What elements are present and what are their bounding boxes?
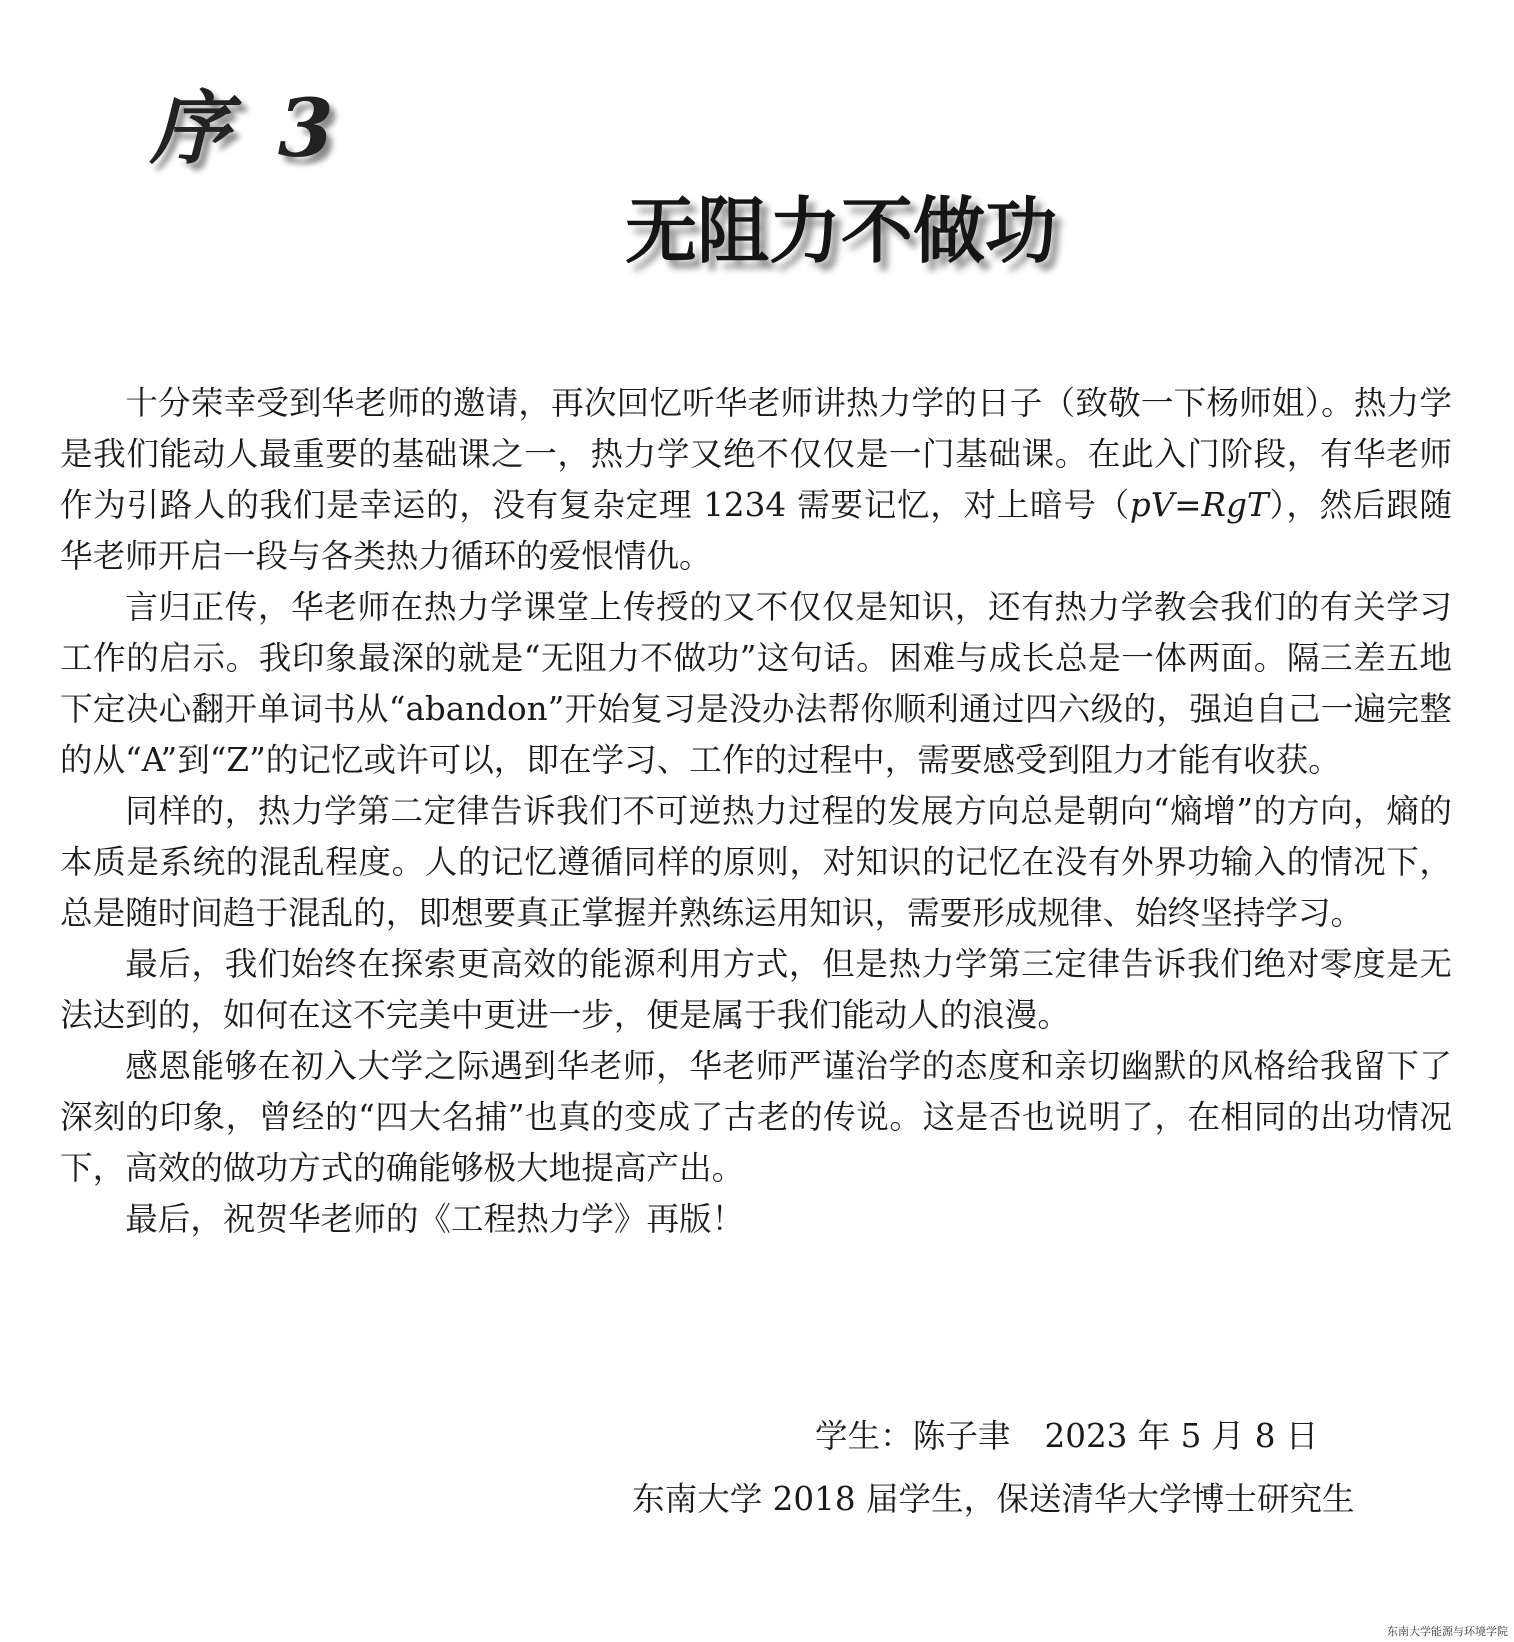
- paragraph-2: 言归正传，华老师在热力学课堂上传授的又不仅仅是知识，还有热力学教会我们的有关学习工作的启示。我印象最深的就是“无阻力不做功”这句话。困难与成长总是一体两面。隔三差五地下定决心翻开单词书从“abandon”开始复习是没办法帮你顺利通过四六级的，强迫自己一遍完整的从“A”到“Z”的记忆或许可以，即在学习、工作的过程中，需要感受到阻力才能有收获。: [60, 588, 1452, 779]
- body-text: [60, 378, 1452, 1245]
- paragraph-6: 最后，祝贺华老师的《工程热力学》再版！: [125, 1200, 745, 1238]
- formula-pv-rgt: pV=RgT: [1129, 486, 1269, 524]
- signature-line: [815, 1417, 1319, 1455]
- signature-affiliation: 东南大学 2018 届学生，保送清华大学博士研究生: [632, 1480, 1355, 1518]
- signature-date: 2023 年 5 月 8 日: [1044, 1417, 1319, 1455]
- paragraph-5: 感恩能够在初入大学之际遇到华老师，华老师严谨治学的态度和亲切幽默的风格给我留下了深刻的印象，曾经的“四大名捕”也真的变成了古老的传说。这是否也说明了，在相同的出功情况下，高效的做功方式的确能够极大地提高产出。: [60, 1047, 1452, 1187]
- paragraph-4: 最后，我们始终在探索更高效的能源利用方式，但是热力学第三定律告诉我们绝对零度是无法达到的，如何在这不完美中更进一步，便是属于我们能动人的浪漫。: [60, 945, 1452, 1034]
- preface-label: 序 3: [150, 81, 344, 175]
- page-title: 无阻力不做功: [625, 188, 1058, 273]
- paragraph-1: [60, 378, 1452, 582]
- paragraph-1-text-b: ），然后跟随华老师开启一段与各类热力循环的爱恨情仇。: [60, 486, 1452, 575]
- paragraph-1-text-a: 十分荣幸受到华老师的邀请，再次回忆听华老师讲热力学的日子（致敬一下杨师姐）。热力学是我们能动人最重要的基础课之一，热力学又绝不仅仅是一门基础课。在此入门阶段，有华老师作为引路人的我们是幸运的，没有复杂定理 1234 需要记忆，对上暗号（: [60, 384, 1452, 524]
- paragraph-3: 同样的，热力学第二定律告诉我们不可逆热力过程的发展方向总是朝向“熵增”的方向，熵的本质是系统的混乱程度。人的记忆遵循同样的原则，对知识的记忆在没有外界功输入的情况下，总是随时间趋于混乱的，即想要真正掌握并熟练运用知识，需要形成规律、始终坚持学习。: [60, 792, 1452, 932]
- watermark: 东南大学能源与环境学院: [1387, 1625, 1508, 1638]
- signature-author: 学生：陈子聿: [815, 1417, 1011, 1455]
